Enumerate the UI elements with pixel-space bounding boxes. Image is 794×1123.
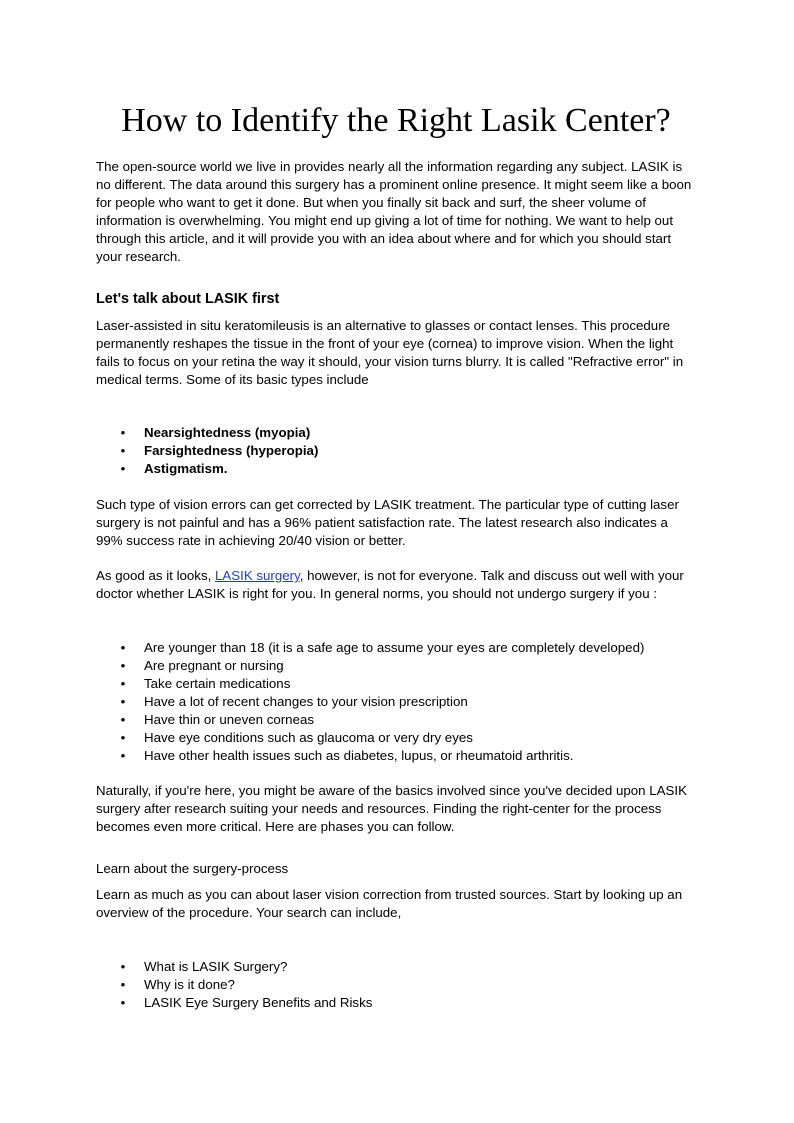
bullet-icon: • bbox=[120, 658, 126, 673]
list-item: • LASIK Eye Surgery Benefits and Risks bbox=[96, 994, 696, 1012]
lasik-definition-paragraph: Laser-assisted in situ keratomileusis is an alternative to glasses or contact lenses. This procedure permanently reshapes the tissue in the front of your eye (cornea) to improve vision. When the light fails to focus on your retina the way it should, your vision turns blurry. It is called "Refractive error" in medical terms. Some of its basic types include bbox=[96, 318, 684, 387]
contraindication-list bbox=[96, 639, 696, 765]
list-item: • Have a lot of recent changes to your vision prescription bbox=[96, 693, 696, 711]
correction-paragraph: Such type of vision errors can get corrected by LASIK treatment. The particular type of cutting laser surgery is not painful and has a 96% patient satisfaction rate. The latest research also indicates a 99% success rate in achieving 20/40 vision or better. bbox=[96, 497, 679, 548]
list-item: • Are younger than 18 (it is a safe age to assume your eyes are completely developed) bbox=[96, 639, 696, 657]
list-item: • Take certain medications bbox=[96, 675, 696, 693]
learn-paragraph: Learn as much as you can about laser vision correction from trusted sources. Start by looking up an overview of the procedure. Your search can include, bbox=[96, 887, 683, 920]
page-title: How to Identify the Right Lasik Center? bbox=[121, 102, 671, 139]
subheading-surgery-process: Learn about the surgery-process bbox=[96, 861, 289, 876]
list-item: • Have eye conditions such as glaucoma or very dry eyes bbox=[96, 729, 696, 747]
refractive-error-list bbox=[96, 424, 696, 478]
bullet-icon: • bbox=[120, 748, 126, 763]
bullet-icon: • bbox=[120, 694, 126, 709]
bullet-icon: • bbox=[120, 730, 126, 745]
naturally-paragraph: Naturally, if you're here, you might be aware of the basics involved since you've decided upon LASIK surgery after research suiting your needs and resources. Finding the right-center for the process becomes even more critical. Here are phases you can follow. bbox=[96, 783, 687, 834]
intro-paragraph: The open-source world we live in provides nearly all the information regarding any subject. LASIK is no different. The data around this surgery has a prominent online presence. It might seem like a boon for people who want to get it done. But when you finally sit back and surf, the sheer volume of information is overwhelming. You might end up giving a lot of time for nothing. We want to help out through this article, and it will provide you with an idea about where and for which you should start your research. bbox=[96, 159, 692, 264]
bullet-icon: • bbox=[120, 959, 126, 974]
bullet-icon: • bbox=[120, 461, 126, 476]
list-item: • Are pregnant or nursing bbox=[96, 657, 696, 675]
bullet-icon: • bbox=[120, 676, 126, 691]
list-item: • Astigmatism. bbox=[96, 460, 696, 478]
bullet-icon: • bbox=[120, 977, 126, 992]
list-item: • Have other health issues such as diabetes, lupus, or rheumatoid arthritis. bbox=[96, 747, 696, 765]
bullet-icon: • bbox=[120, 995, 126, 1010]
bullet-icon: • bbox=[120, 640, 126, 655]
section-heading-lasik: Let's talk about LASIK first bbox=[96, 291, 280, 307]
list-item: • Nearsightedness (myopia) bbox=[96, 424, 696, 442]
suitability-paragraph: As good as it looks, LASIK surgery, however, is not for everyone. Talk and discuss out well with your doctor whether LASIK is right for you. In general norms, you should not undergo surgery if you : bbox=[96, 568, 684, 601]
list-item: • What is LASIK Surgery? bbox=[96, 958, 696, 976]
list-item: • Why is it done? bbox=[96, 976, 696, 994]
bullet-icon: • bbox=[120, 443, 126, 458]
bullet-icon: • bbox=[120, 712, 126, 727]
lasik-surgery-link[interactable]: LASIK surgery bbox=[215, 568, 300, 583]
list-item: • Farsightedness (hyperopia) bbox=[96, 442, 696, 460]
list-item: • Have thin or uneven corneas bbox=[96, 711, 696, 729]
bullet-icon: • bbox=[120, 425, 126, 440]
search-topics-list bbox=[96, 958, 696, 1012]
